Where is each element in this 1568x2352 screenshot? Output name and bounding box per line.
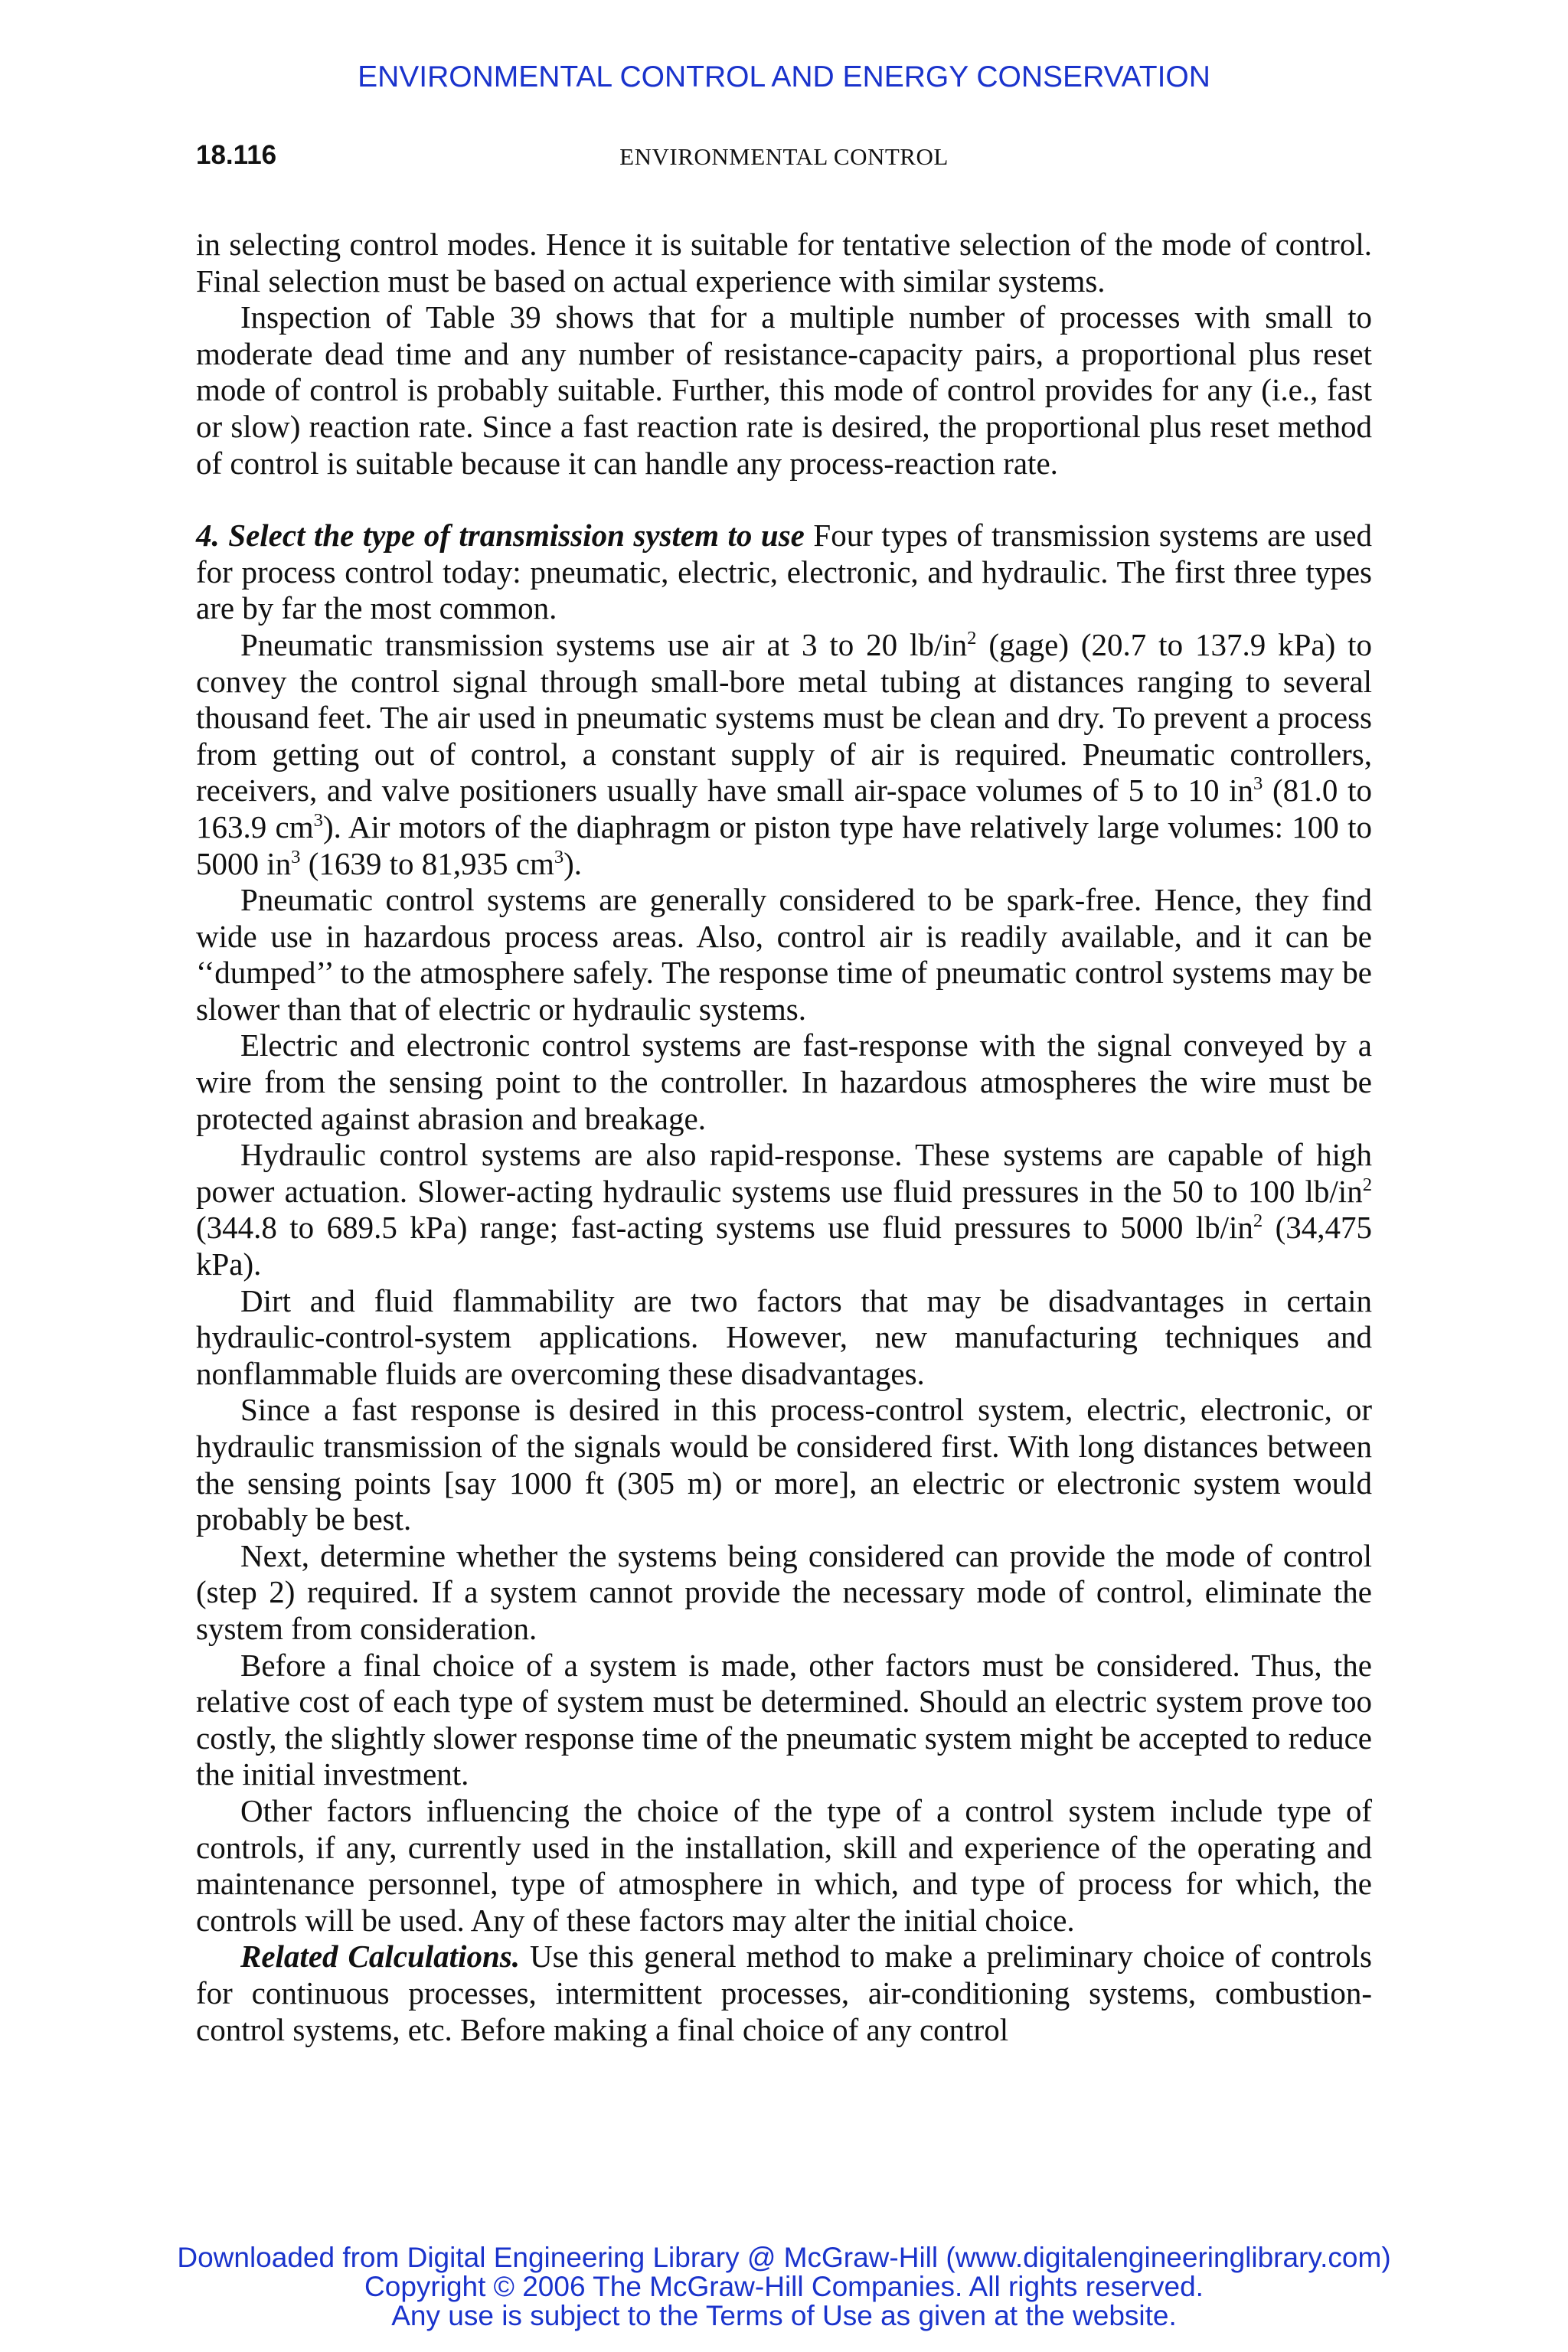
step-4-number: 4. <box>196 518 220 554</box>
paragraph-other-factors: Other factors influencing the choice of the type of a control system include type of controls, if any, currently used in the installation, skill and experience of the operating and maintenance personnel, type of atmosphere in which, and type of process for which, the controls will be used. Any of these factors may alter the initial choice. <box>196 1792 1372 1938</box>
text-run: Pneumatic transmission systems use air at 3 to 20 lb/in <box>240 626 968 662</box>
text-run: (gage) (20.7 to 137.9 kPa) to convey the control signal through small-bore metal tubing at distances ranging to several thousand feet. The air used in pneumatic systems must be clean and dry. To prevent a process from getting out of control, a constant supply of air is required. Pneumatic controllers, receivers, and valve positioners usually have small air-space volumes of 5 to 10 in <box>196 626 1372 808</box>
paragraph-table-inspection: Inspection of Table 39 shows that for a multiple number of processes with small to moderate dead time and any number of resistance-capacity pairs, a proportional plus reset mode of control is probably suitable. Further, this mode of control provides for any (i.e., fast or slow) reaction rate. Since a fast reaction rate is desired, the proportional plus reset method of control is suitable because it can handle any process-reaction rate. <box>196 299 1372 481</box>
superscript: 2 <box>967 627 977 648</box>
text-run: Hydraulic control systems are also rapid-response. These systems are capable of high power actuation. Slower-acting hydraulic systems use fluid pressures in the 50 to 100 lb/in <box>196 1137 1372 1209</box>
text-run: ). <box>564 845 583 881</box>
paragraph-next-determine: Next, determine whether the systems being considered can provide the mode of control (step 2) required. If a system cannot provide the necessary mode of control, eliminate the system from consideration. <box>196 1537 1372 1646</box>
paragraph-fast-response: Since a fast response is desired in this process-control system, electric, electronic, or hydraulic transmission of the signals would be considered first. With long distances between the sensing points [say 1000 ft (305 m) or more], an electric or electronic system would probably be best. <box>196 1392 1372 1537</box>
superscript: 2 <box>1362 1174 1372 1195</box>
text-run: (34,475 kPa). <box>196 1210 1372 1282</box>
step-4-heading: Select the type of transmission system to use <box>228 518 805 554</box>
related-calculations-text: Use this general method to make a preliminary choice of controls for continuous processes, intermittent processes, air-conditioning systems, combustion-control systems, etc. Before making a final choice of any control <box>196 1939 1372 2047</box>
running-head: ENVIRONMENTAL CONTROL <box>619 143 949 170</box>
superscript: 3 <box>554 846 564 867</box>
page-number: 18.116 <box>196 140 277 170</box>
superscript: 2 <box>1253 1210 1263 1232</box>
step-4-text: Four types of transmission systems are used for process control today: pneumatic, electric, electronic, and hydraulic. The first three types are by far the most common. <box>196 518 1373 626</box>
paragraph-electric: Electric and electronic control systems are fast-response with the signal conveyed by a wire from the sensing point to the controller. In hazardous atmospheres the wire must be protected against abrasion and breakage. <box>196 1027 1372 1136</box>
top-banner-title: ENVIRONMENTAL CONTROL AND ENERGY CONSERVATION <box>358 60 1210 93</box>
body-text <box>196 227 1372 2048</box>
footer-download-line: Downloaded from Digital Engineering Library @ McGraw-Hill (www.digitalengineeringlibrary.com) <box>177 2242 1391 2273</box>
paragraph-pneumatic-transmission <box>196 627 1372 882</box>
paragraph-hydraulic <box>196 1137 1372 1282</box>
superscript: 3 <box>313 809 323 831</box>
paragraph-final-choice: Before a final choice of a system is made, other factors must be considered. Thus, the relative cost of each type of system must be determined. Should an electric system prove too costly, the slightly slower response time of the pneumatic system might be accepted to reduce the initial investment. <box>196 1647 1372 1792</box>
text-run: (1639 to 81,935 cm <box>300 845 554 881</box>
footer-notice <box>0 2243 1568 2331</box>
footer-terms-line: Any use is subject to the Terms of Use as given at the website. <box>391 2300 1177 2331</box>
footer-copyright-line: Copyright © 2006 The McGraw-Hill Companies. All rights reserved. <box>364 2271 1204 2302</box>
text-run: (344.8 to 689.5 kPa) range; fast-acting systems use fluid pressures to 5000 lb/in <box>196 1210 1253 1246</box>
related-calculations-heading: Related Calculations. <box>240 1939 520 1975</box>
paragraph-spark-free: Pneumatic control systems are generally considered to be spark-free. Hence, they find wide use in hazardous process areas. Also, control air is readily available, and it can be ‘‘dumped’’ to the atmosphere safely. The response time of pneumatic control systems may be slower than that of electric or hydraulic systems. <box>196 882 1372 1027</box>
paragraph-continuation: in selecting control modes. Hence it is suitable for tentative selection of the mode of control. Final selection must be based on actual experience with similar systems. <box>196 227 1372 299</box>
step-4-paragraph <box>196 518 1372 627</box>
superscript: 3 <box>1253 773 1263 795</box>
text-run: (81.0 to 163.9 cm <box>196 773 1372 844</box>
paragraph-dirt-flammability: Dirt and fluid flammability are two factors that may be disadvantages in certain hydraulic-control-system applications. However, new manufacturing techniques and nonflammable fluids are overcoming these disadvantages. <box>196 1282 1372 1391</box>
paragraph-related-calculations <box>196 1939 1372 2048</box>
text-run: ). Air motors of the diaphragm or piston type have relatively large volumes: 100 to 5000 in <box>196 808 1372 881</box>
superscript: 3 <box>291 846 301 867</box>
